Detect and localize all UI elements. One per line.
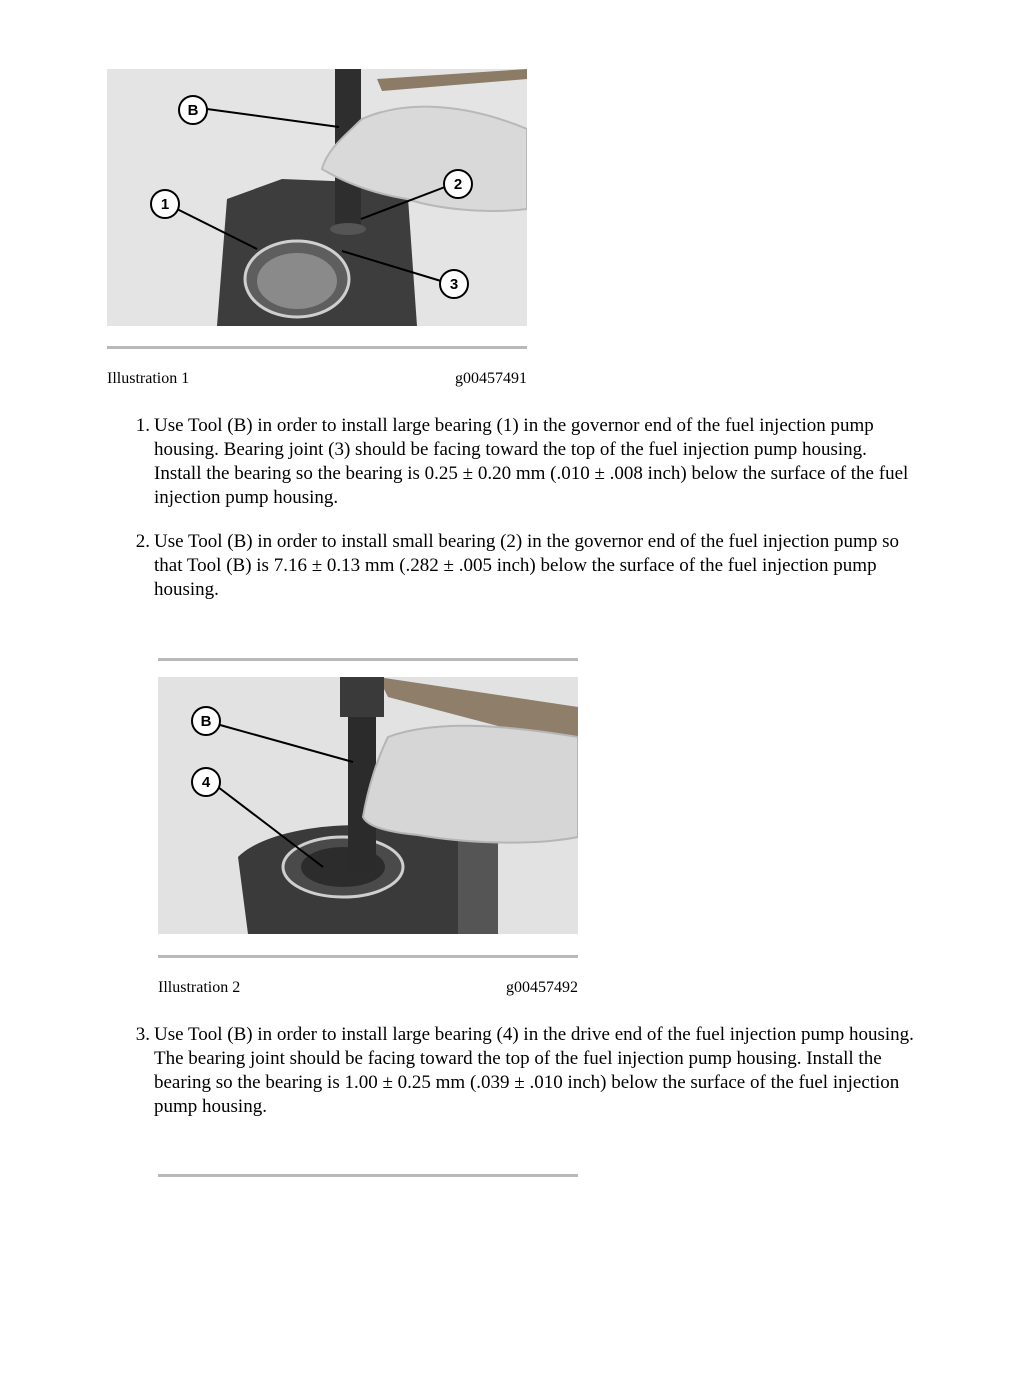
callout-label: 1 (160, 196, 170, 213)
illustration-2-caption (158, 979, 578, 997)
step-number: 1. (135, 415, 150, 436)
illustration-1-caption (107, 370, 527, 388)
step-1 (135, 414, 914, 510)
callout-label: 4 (201, 774, 211, 791)
callout-label: B (200, 713, 212, 730)
step-3 (135, 1023, 914, 1119)
illustration-1-label: Illustration 1 (107, 370, 190, 387)
step-2 (135, 530, 914, 602)
illustration-1-id: g00457491 (455, 370, 527, 387)
next-illustration-divider (158, 1174, 578, 1177)
bearing-install-drive-end-image (158, 677, 578, 934)
callout-b-icon (179, 96, 207, 124)
callout-label: 2 (453, 176, 463, 193)
illustration-2-label: Illustration 2 (158, 979, 241, 996)
illustration-2-divider (158, 955, 578, 958)
callout-1-icon (151, 190, 179, 218)
step-text: Use Tool (B) in order to install small bearing (2) in the governor end of the fuel injection pump so that Tool (B) is 7.16 ± 0.13 mm (.282 ± .005 inch) below the surface of the fuel injection pump housing. (154, 531, 899, 600)
step-number: 2. (135, 531, 150, 552)
callout-label: 3 (449, 276, 459, 293)
illustration-2-id: g00457492 (506, 979, 578, 996)
illustration-1-divider (107, 346, 527, 349)
callout-b-icon (192, 707, 220, 735)
callout-label: B (187, 102, 199, 119)
bearing-install-governor-end-image (107, 69, 527, 326)
step-text: Use Tool (B) in order to install large bearing (4) in the drive end of the fuel injection pump housing. The bearing joint should be facing toward the top of the fuel injection pump housing. Install the bearing so the bearing is 1.00 ± 0.25 mm (.039 ± .010 inch) below the surface of the fuel injection pump housing. (154, 1024, 914, 1117)
illustration-2-top-divider (158, 658, 578, 661)
illustration-1-photo (107, 69, 527, 326)
step-text: Use Tool (B) in order to install large bearing (1) in the governor end of the fuel injection pump housing. Bearing joint (3) should be facing toward the top of the fuel injection pump housing. Install the bearing so the bearing is 0.25 ± 0.20 mm (.010 ± .008 inch) below the surface of the fuel injection pump housing. (154, 415, 909, 508)
callout-4-icon (192, 768, 220, 796)
step-number: 3. (135, 1024, 150, 1045)
callout-3-icon (440, 270, 468, 298)
callout-2-icon (444, 170, 472, 198)
illustration-2-photo (158, 677, 578, 934)
